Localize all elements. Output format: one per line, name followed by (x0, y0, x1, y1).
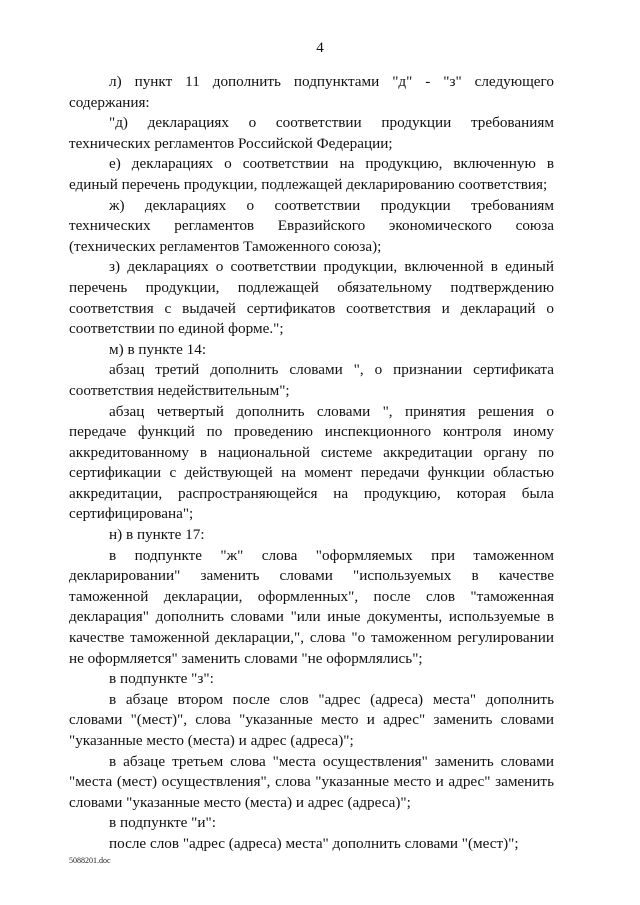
paragraph-n-z-third: в абзаце третьем слова "места осуществления" заменить словами "места (мест) осуществления", слова "указанные место и адрес" заменить словами "указанные место (места) и адрес (адреса)"; (69, 752, 554, 811)
paragraph-d: "д) декларациях о соответствии продукции требованиям технических регламентов Российской Федерации; (69, 114, 554, 152)
paragraph-z: з) декларациях о соответствии продукции, включенной в единый перечень продукции, подлежащей обязательному подтверждению соответствия с выдачей сертификатов соответствия и деклараций о соответствии по единой форме."; (69, 258, 554, 338)
paragraph-n-z-second: в абзаце втором после слов "адрес (адреса) места" дополнить словами "(мест)", слова "указанные место и адрес" заменить словами "указанные место (места) и адрес (адреса)"; (69, 690, 554, 749)
page-number: 4 (316, 40, 324, 56)
paragraph-m-third: абзац третий дополнить словами ", о признании сертификата соответствия недействительным"; (69, 361, 554, 399)
document-footer-code: 5088201.doc (69, 856, 111, 865)
paragraph-l: л) пункт 11 дополнить подпунктами "д" - "з" следующего содержания: (69, 73, 554, 111)
paragraph-zh: ж) декларациях о соответствии продукции требованиям технических регламентов Евразийского экономического союза (технических регламентов Таможенного союза); (69, 196, 554, 255)
paragraph-n-z: в подпункте "з": (109, 670, 214, 688)
paragraph-n-zh: в подпункте "ж" слова "оформляемых при таможенном декларировании" заменить словами "используемых в качестве таможенной декларации, оформленных", после слов "таможенная декларация" дополнить словами "или иные документы, используемые в качестве таможенной декларации,", слова "о таможенном регулировании не оформляется" заменить словами "не оформлялись"; (69, 546, 554, 667)
paragraph-e: е) декларациях о соответствии на продукцию, включенную в единый перечень продукции, подлежащей декларированию соответствия; (69, 155, 554, 193)
paragraph-m: м) в пункте 14: (109, 340, 207, 358)
paragraph-n-i: в подпункте "и": (109, 814, 216, 832)
document-body (69, 72, 554, 855)
paragraph-n: н) в пункте 17: (109, 526, 205, 544)
paragraph-m-fourth: абзац четвертый дополнить словами ", принятия решения о передаче функций по проведению инспекционного контроля иному аккредитованному в национальной системе аккредитации органу по сертификации с действующей на момент передачи функции областью аккредитации, распространяющейся на продукцию, которая была сертифицирована"; (69, 402, 554, 523)
paragraph-n-i-text: после слов "адрес (адреса) места" дополнить словами "(мест)"; (109, 834, 519, 852)
